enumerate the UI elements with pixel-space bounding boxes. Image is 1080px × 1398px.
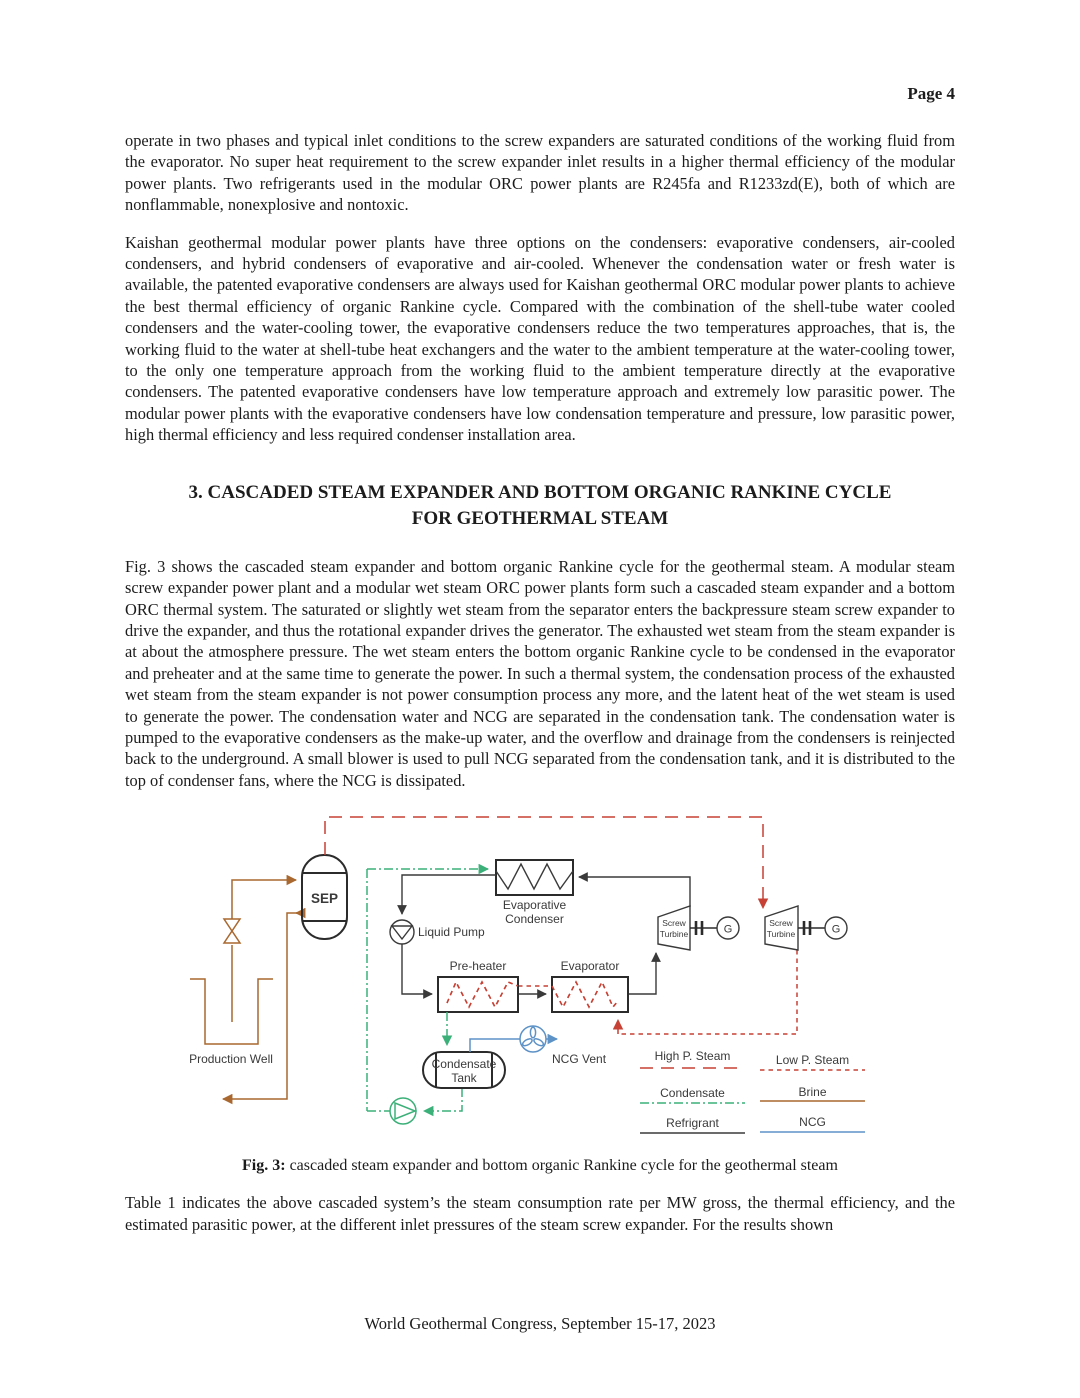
legend-brine: Brine xyxy=(798,1085,827,1100)
figure-caption-label: Fig. 3: xyxy=(242,1157,286,1175)
screw-turbine-label: Screw xyxy=(769,918,793,929)
pre-heater-label: Pre-heater xyxy=(449,959,507,974)
screw-turbine-orc xyxy=(658,906,739,950)
condensate-lines xyxy=(367,869,488,1124)
evaporative-condenser-label: Evaporative xyxy=(502,898,567,913)
separator-label: SEP xyxy=(310,891,339,907)
separator-vessel xyxy=(302,855,347,939)
page-content xyxy=(125,130,955,1251)
screw-turbine-label: Turbine xyxy=(766,929,796,940)
figure-caption-text: cascaded steam expander and bottom organic Rankine cycle for the geothermal steam xyxy=(289,1157,838,1175)
evaporator-label: Evaporator xyxy=(560,959,620,974)
ncg-vent-label: NCG Vent xyxy=(552,1052,607,1067)
page-footer: World Geothermal Congress, September 15-17, 2023 xyxy=(364,1314,716,1333)
paragraph: Fig. 3 shows the cascaded steam expander and bottom organic Rankine cycle for the geothermal steam. A modular steam screw expander power plant and a modular wet steam ORC power plants form such a cascaded steam expander and a bottom ORC thermal system. The saturated or slightly wet steam from the separator enters the backpressure steam screw expander to drive the expander, and thus the rotational expander drives the generator. The exhausted wet steam from the steam expander is at about the atmosphere pressure. The wet steam enters the bottom organic Rankine cycle to be condensed in the evaporator and preheater and at the same time to generate the power. In such a thermal system, the condensation process of the exhausted wet steam from the steam expander is not power consumption process any more, and the latent heat of the wet steam is used to generate the power. The condensation water and NCG are separated in the condensation tank. The condensation water is pumped to the evaporative condensers as the make-up water, and the overflow and drainage from the condensers is reinjected back to the underground. A small blower is used to pull NCG separated from the condensation tank, and it is distributed to the top of condenser fans, where the NCG is dissipated. xyxy=(125,556,955,790)
section-heading xyxy=(125,480,955,532)
figure-3 xyxy=(175,807,905,1147)
legend-condensate: Condensate xyxy=(660,1086,725,1101)
evaporative-condenser-label: Condenser xyxy=(505,912,564,927)
legend-refrigrant: Refrigrant xyxy=(666,1116,719,1131)
process-flow-diagram xyxy=(175,807,905,1147)
condensate-tank xyxy=(423,1052,505,1088)
valve-icon xyxy=(224,931,240,943)
production-well-label: Production Well xyxy=(189,1052,273,1067)
pre-heater xyxy=(438,959,518,1012)
generator-label: G xyxy=(723,923,733,936)
generator-label: G xyxy=(831,923,841,936)
legend-high-p-steam: High P. Steam xyxy=(654,1049,731,1064)
legend-low-p-steam: Low P. Steam xyxy=(775,1053,850,1068)
condensate-tank-label: Condensate xyxy=(431,1057,497,1072)
figure-caption xyxy=(125,1155,955,1176)
evaporator xyxy=(552,959,628,1012)
refrigerant-loop xyxy=(390,875,690,994)
screw-turbine-label: Screw xyxy=(662,918,686,929)
section-heading-line2: FOR GEOTHERMAL STEAM xyxy=(411,507,669,529)
screw-turbine-label: Turbine xyxy=(659,929,689,940)
liquid-pump-label: Liquid Pump xyxy=(418,925,485,940)
fan-icon xyxy=(520,1026,546,1052)
figure-legend xyxy=(640,1049,865,1133)
condensate-tank-label: Tank xyxy=(451,1071,477,1086)
valve-icon xyxy=(224,919,240,931)
evaporative-condenser xyxy=(496,860,573,926)
screw-turbine-steam xyxy=(765,906,847,950)
paragraph: operate in two phases and typical inlet conditions to the screw expanders are saturated conditions of the working fluid from the evaporator. No super heat requirement to the screw expander inlet results in a higher thermal efficiency of the modular power plants. Two refrigerants used in the modular ORC power plants are R245fa and R1233zd(E), both of which are nonflammable, nonexplosive and nontoxic. xyxy=(125,131,955,215)
liquid-pump-icon xyxy=(390,920,414,944)
legend-ncg: NCG xyxy=(799,1115,826,1130)
production-well xyxy=(189,880,296,1066)
condensate-pump-icon xyxy=(390,1098,416,1124)
section-heading-line1: 3. CASCADED STEAM EXPANDER AND BOTTOM ORGANIC RANKINE CYCLE xyxy=(188,481,892,503)
brine-reinjection-line xyxy=(223,913,302,1099)
page-number: Page 4 xyxy=(907,84,955,103)
condenser-coil-icon xyxy=(496,864,573,889)
paragraph: Kaishan geothermal modular power plants have three options on the condensers: evaporative condensers, air-cooled condensers, and hybrid condensers of evaporative and air-cooled. Whenever the condensation water or fresh water is available, the patented evaporative condensers are always used for Kaishan geothermal ORC modular power plants to achieve the best thermal efficiency of organic Rankine cycle. Compared with the combination of the shell-tube water cooled condensers and the water-cooling tower, the evaporative condensers reduce the two temperatures approaches, that is, the working fluid to the water at shell-tube heat exchangers and the water to the ambient temperature at the water-cooling tower, to the only one temperature approach from the working fluid to the ambient temperature directly at the evaporative condensers. The patented evaporative condensers have low temperature approach and extremely low parasitic power. The modular power plants with the evaporative condensers have low condensation temperature and pressure, low parasitic power, high thermal efficiency and less required condenser installation area. xyxy=(125,232,955,445)
paragraph: Table 1 indicates the above cascaded system’s the steam consumption rate per MW gross, the thermal efficiency, and the estimated parasitic power, at the different inlet pressures of the steam screw expander. For the results shown xyxy=(125,1193,955,1234)
